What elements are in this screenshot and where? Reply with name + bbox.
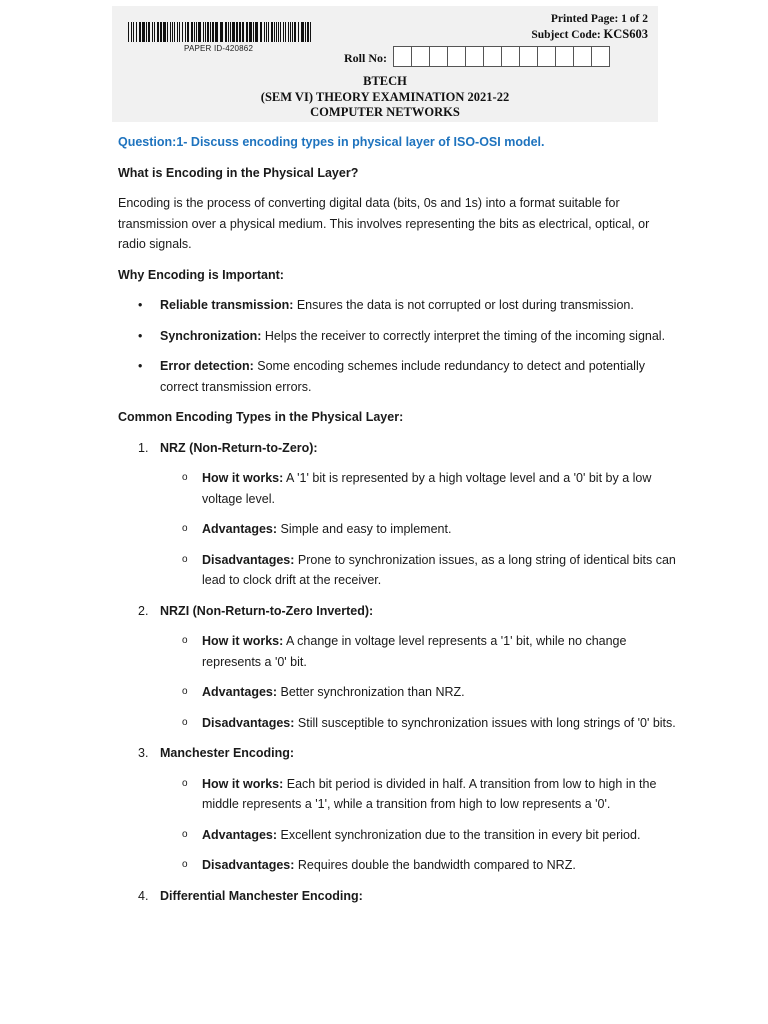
list-item — [160, 631, 678, 672]
bullet-icon: • — [138, 298, 143, 312]
roll-number-box — [465, 46, 484, 67]
list-item — [160, 682, 678, 703]
roll-number-box — [483, 46, 502, 67]
list-item — [160, 855, 678, 876]
barcode-bar — [174, 22, 175, 42]
circle-bullet-icon: o — [182, 716, 188, 728]
question-heading: Question:1- Discuss encoding types in physical layer of ISO-OSI model. — [118, 135, 545, 149]
bullet-text: Ensures the data is not corrupted or lost during transmission. — [293, 298, 634, 312]
list-item — [160, 774, 678, 815]
barcode-bar — [249, 22, 252, 42]
barcode-bar — [146, 22, 147, 42]
barcode-bar — [288, 22, 289, 42]
list-number: 3. — [138, 746, 149, 760]
roll-number-box — [519, 46, 538, 67]
detail-term: How it works: — [202, 471, 284, 485]
encoding-definition: Encoding is the process of converting digital data (bits, 0s and 1s) into a format suitable for transmission over a physical medium. This involves representing the bits as electrical, optical, or radio signals. — [118, 196, 650, 251]
barcode-bar — [274, 22, 275, 42]
subject-code-label: Subject Code: — [531, 29, 601, 41]
barcode-bar — [131, 22, 132, 42]
barcode-bar — [220, 22, 223, 42]
detail-term: How it works: — [202, 776, 284, 791]
barcode-bar — [239, 22, 241, 42]
barcode-bar — [154, 22, 155, 42]
barcode-bar — [260, 22, 262, 42]
bullet-term: Reliable transmission: — [160, 298, 294, 312]
list-item — [160, 468, 678, 509]
barcode-bar — [207, 22, 209, 42]
detail-term: Advantages: — [202, 827, 278, 842]
barcode-bar — [152, 22, 153, 42]
encoding-type-manchester — [118, 743, 678, 876]
barcode-bar — [198, 22, 201, 42]
detail-text: Simple and easy to implement. — [277, 522, 452, 536]
barcode-bar — [212, 22, 214, 42]
list-item — [118, 326, 678, 347]
list-item — [118, 295, 678, 316]
barcode-bar — [177, 22, 178, 42]
barcode-bar — [179, 22, 180, 42]
barcode-bar — [182, 22, 183, 42]
barcode-bar — [128, 22, 129, 42]
barcode-bar — [298, 22, 299, 42]
barcode-bar — [225, 22, 227, 42]
list-item — [160, 713, 678, 734]
circle-bullet-icon: o — [182, 523, 188, 534]
barcode-bar — [305, 22, 306, 42]
barcode-bar — [285, 22, 286, 42]
detail-text: Excellent synchronization due to the transition in every bit period. — [277, 827, 641, 842]
section-heading-why: Why Encoding is Important: — [118, 267, 284, 282]
encoding-type-title: NRZI (Non-Return-to-Zero Inverted): — [160, 603, 374, 618]
barcode-bar — [310, 22, 311, 42]
barcode-bar — [246, 22, 248, 42]
detail-text: Each bit period is divided in half. A transition from low to high in the middle represents a '1', while a transition from high to low represents a '0'. — [202, 776, 657, 811]
barcode-bar — [203, 22, 204, 42]
exam-degree: BTECH — [363, 74, 407, 88]
bullet-text: Some encoding schemes include redundancy to detect and potentially correct transmission errors. — [160, 359, 645, 394]
detail-text: A change in voltage level represents a '1' bit, while no change represents a '0' bit. — [202, 634, 627, 669]
list-item — [160, 519, 678, 540]
barcode-bar — [172, 22, 173, 42]
detail-text: Prone to synchronization issues, as a long string of identical bits can lead to clock drift at the receiver. — [202, 552, 676, 587]
encoding-type-title: NRZ (Non-Return-to-Zero): — [160, 440, 318, 455]
barcode-bar — [307, 22, 309, 42]
barcode-bar — [280, 22, 281, 42]
circle-bullet-icon: o — [182, 777, 188, 789]
barcode-bar — [170, 22, 171, 42]
barcode-bar — [210, 22, 211, 42]
roll-number-box — [429, 46, 448, 67]
encoding-type-title: Differential Manchester Encoding: — [160, 888, 363, 903]
detail-text: Better synchronization than NRZ. — [277, 685, 465, 699]
barcode-bar — [160, 22, 162, 42]
barcode-bar — [142, 22, 145, 42]
barcode-bar — [292, 22, 293, 42]
circle-bullet-icon: o — [182, 828, 188, 840]
circle-bullet-icon: o — [182, 472, 188, 483]
barcode-bar — [187, 22, 189, 42]
encoding-details — [160, 631, 678, 733]
barcode-bar — [185, 22, 186, 42]
barcode-bar — [167, 22, 168, 42]
list-item — [160, 825, 678, 846]
barcode-bar — [294, 22, 296, 42]
list-number: 2. — [138, 603, 149, 618]
barcode-bar — [236, 22, 238, 42]
barcode-bar — [163, 22, 166, 42]
barcode-bar — [268, 22, 269, 42]
barcode-bar — [215, 22, 218, 42]
encoding-type-differential-manchester — [118, 886, 678, 907]
circle-bullet-icon: o — [182, 686, 188, 697]
roll-number-box — [411, 46, 430, 67]
detail-text: Requires double the bandwidth compared to NRZ. — [294, 858, 576, 872]
roll-number-label: Roll No: — [344, 51, 387, 65]
roll-number-box — [501, 46, 520, 67]
barcode-bar — [191, 22, 193, 42]
bullet-icon: • — [138, 328, 143, 343]
barcode-bar — [276, 22, 277, 42]
barcode-bar — [290, 22, 291, 42]
bullet-icon: • — [138, 359, 143, 373]
roll-number-box — [537, 46, 556, 67]
barcode-bar — [264, 22, 265, 42]
barcode-bar — [271, 22, 273, 42]
barcode-bar — [133, 22, 134, 42]
barcode-bar — [266, 22, 267, 42]
barcode-bar — [242, 22, 244, 42]
list-item — [160, 550, 678, 591]
roll-number-box — [591, 46, 610, 67]
detail-text: A '1' bit is represented by a high voltage level and a '0' bit by a low voltage level. — [202, 471, 652, 506]
barcode-bar — [228, 22, 229, 42]
roll-number-box — [447, 46, 466, 67]
roll-number-box — [573, 46, 592, 67]
list-number: 4. — [138, 888, 149, 903]
roll-number-box — [555, 46, 574, 67]
list-item — [118, 356, 678, 397]
section-heading-types: Common Encoding Types in the Physical Layer: — [118, 410, 404, 424]
section-heading-what: What is Encoding in the Physical Layer? — [118, 165, 359, 180]
bullet-term: Synchronization: — [160, 328, 262, 343]
barcode-bar — [157, 22, 159, 42]
detail-term: How it works: — [202, 634, 284, 648]
encoding-types-list — [118, 438, 678, 907]
detail-term: Disadvantages: — [202, 552, 295, 567]
bullet-text: Helps the receiver to correctly interpret the timing of the incoming signal. — [261, 328, 666, 343]
encoding-type-nrz — [118, 438, 678, 591]
paper-id: PAPER ID-420862 — [184, 44, 254, 53]
barcode-bar — [148, 22, 150, 42]
detail-term: Disadvantages: — [202, 858, 295, 872]
exam-name: (SEM VI) THEORY EXAMINATION 2021-22 — [260, 90, 510, 104]
circle-bullet-icon: o — [182, 635, 188, 646]
list-number: 1. — [138, 440, 149, 455]
barcode-bar — [232, 22, 235, 42]
subject-code — [531, 27, 648, 42]
barcode-bar — [194, 22, 195, 42]
barcode-bar — [283, 22, 284, 42]
encoding-type-title: Manchester Encoding: — [160, 746, 295, 760]
barcode-bar — [205, 22, 206, 42]
circle-bullet-icon: o — [182, 859, 188, 870]
circle-bullet-icon: o — [182, 553, 188, 565]
encoding-details — [160, 774, 678, 876]
bullet-term: Error detection: — [160, 359, 254, 373]
detail-term: Disadvantages: — [202, 715, 295, 730]
importance-list — [118, 295, 678, 397]
barcode-bar — [278, 22, 279, 42]
roll-number-boxes — [394, 46, 610, 67]
encoding-details — [160, 468, 678, 591]
barcode-bar — [255, 22, 258, 42]
detail-term: Advantages: — [202, 522, 278, 536]
barcode-bar — [136, 22, 137, 42]
barcode-bar — [139, 22, 141, 42]
exam-subject: COMPUTER NETWORKS — [310, 105, 460, 119]
barcode-bar — [196, 22, 197, 42]
barcode-bar — [301, 22, 304, 42]
detail-term: Advantages: — [202, 685, 278, 699]
subject-code-value: KCS603 — [603, 27, 648, 41]
barcode-bar — [253, 22, 254, 42]
encoding-type-nrzi — [118, 601, 678, 734]
printed-page: Printed Page: 1 of 2 — [550, 13, 648, 25]
roll-number-box — [393, 46, 412, 67]
exam-header — [112, 6, 658, 122]
answer-content — [118, 132, 678, 916]
detail-text: Still susceptible to synchronization issues with long strings of '0' bits. — [294, 715, 676, 730]
barcode-bar — [230, 22, 231, 42]
